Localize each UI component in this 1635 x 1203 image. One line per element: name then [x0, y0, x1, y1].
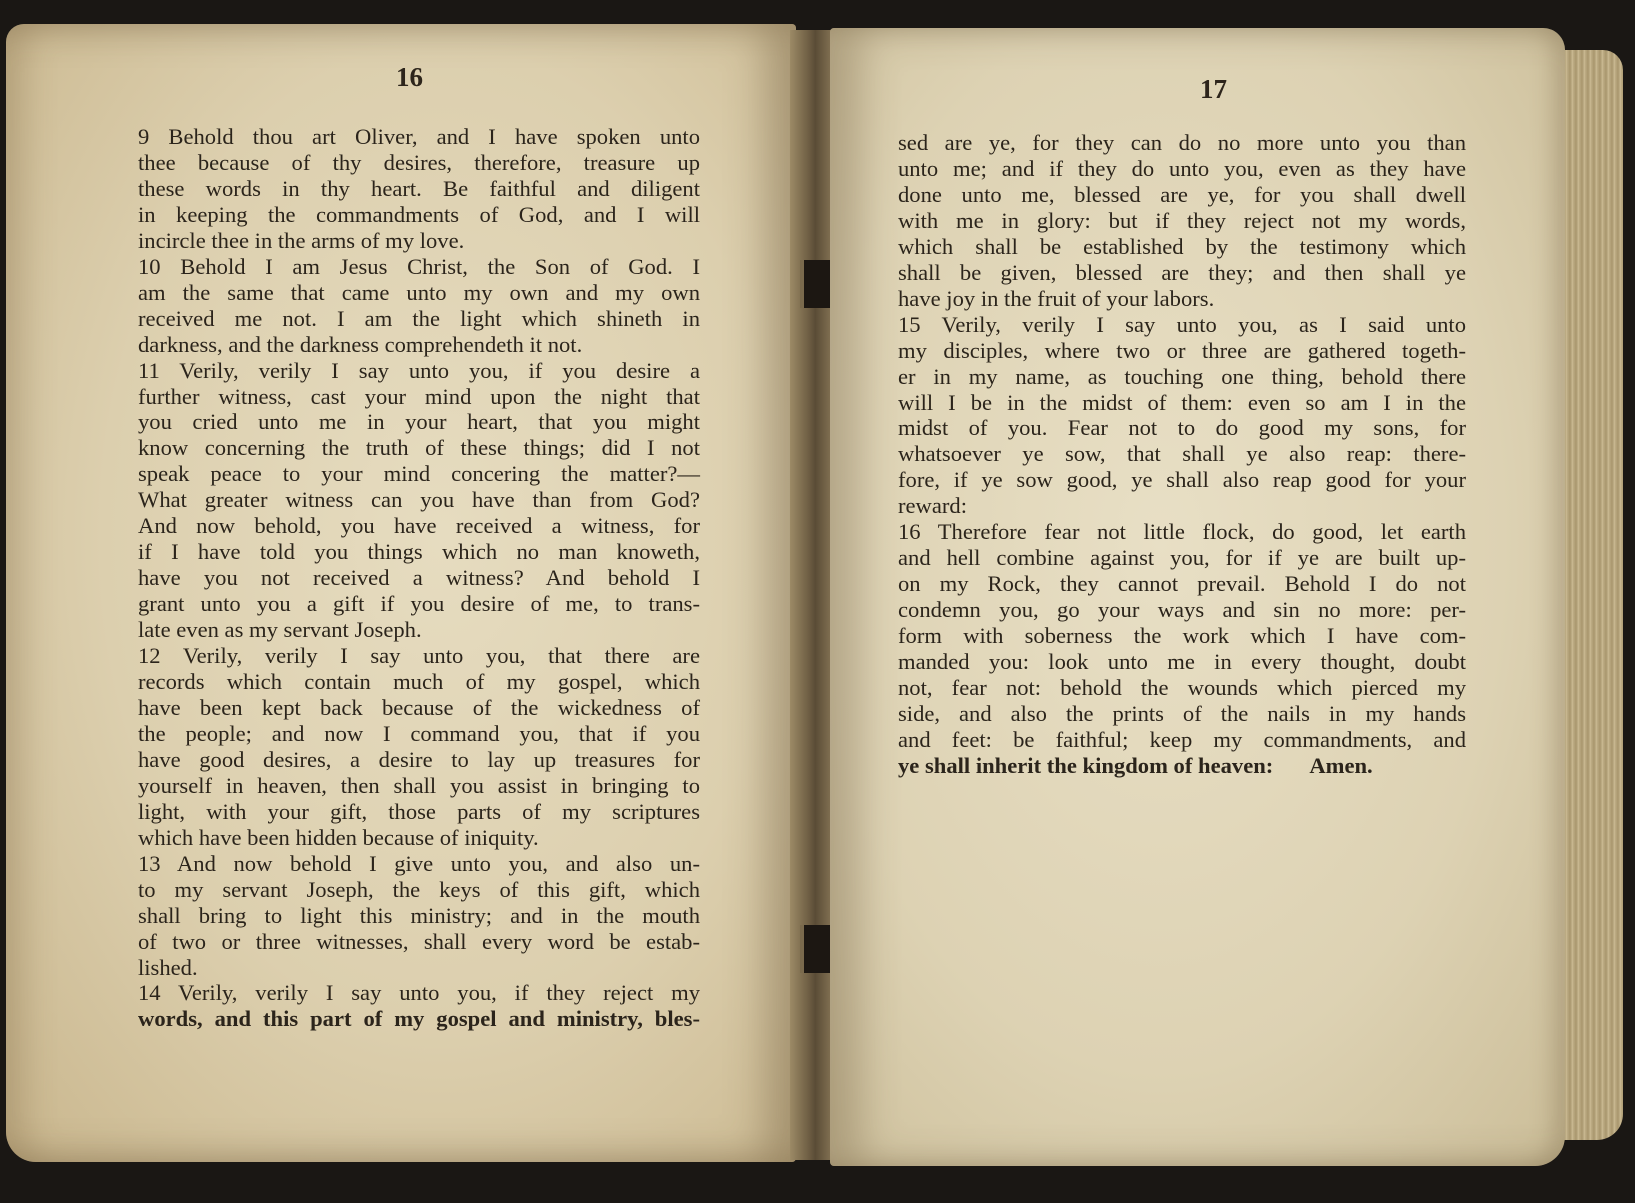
text-line: What greater witness can you have than from God?: [138, 487, 700, 513]
text-line: you cried unto me in your heart, that you might: [138, 409, 700, 435]
text-line: 11 Verily, verily I say unto you, if you desire a: [138, 357, 700, 383]
text-line: 9 Behold thou art Oliver, and I have spoken unto: [138, 124, 700, 149]
closing-line: [898, 753, 1466, 779]
text-line: with me in glory: but if they reject not my words,: [898, 207, 1466, 233]
page-number-left: 16: [396, 62, 423, 92]
text-line: will I be in the midst of them: even so am I in the: [898, 389, 1466, 415]
closing-line-text: ye shall inherit the kingdom of heaven:: [898, 752, 1274, 778]
text-line: records which contain much of my gospel, which: [138, 669, 700, 695]
left-page: [6, 24, 796, 1162]
text-line: my disciples, where two or three are gathered togeth-: [898, 337, 1466, 363]
text-line: manded you: look unto me in every thought, doubt: [898, 649, 1466, 675]
text-line: late even as my servant Joseph.: [138, 617, 422, 643]
text-line: have joy in the fruit of your labors.: [898, 285, 1215, 311]
text-line: whatsoever ye sow, that shall ye also reap: there-: [898, 441, 1466, 467]
text-line: 12 Verily, verily I say unto you, that there are: [138, 643, 700, 669]
text-line: have good desires, a desire to lay up treasures for: [138, 746, 700, 772]
text-line: not, fear not: behold the wounds which pierced my: [898, 675, 1466, 701]
text-line: these words in thy heart. Be faithful and diligent: [138, 175, 700, 201]
text-line: 14 Verily, verily I say unto you, if they reject my: [138, 980, 700, 1006]
text-line: speak peace to your mind concering the matter?—: [138, 461, 700, 487]
page-edges: [1555, 50, 1623, 1140]
text-line: which shall be established by the testimony which: [898, 233, 1466, 259]
text-line: And now behold, you have received a witness, for: [138, 513, 700, 539]
text-line: done unto me, blessed are ye, for you shall dwell: [898, 181, 1466, 207]
text-line: sed are ye, for they can do no more unto you than: [898, 130, 1466, 155]
text-line: which have been hidden because of iniquity.: [138, 824, 539, 850]
text-line: 13 And now behold I give unto you, and also un-: [138, 850, 700, 876]
text-line: words, and this part of my gospel and ministry, bles-: [138, 1006, 700, 1032]
text-line: have been kept back because of the wickedness of: [138, 694, 700, 720]
amen-word: Amen.: [1309, 752, 1373, 778]
text-line: darkness, and the darkness comprehendeth it not.: [138, 331, 583, 357]
text-line: to my servant Joseph, the keys of this gift, which: [138, 876, 700, 902]
page-number-right: 17: [1200, 74, 1227, 104]
text-line: 16 Therefore fear not little flock, do good, let earth: [898, 519, 1466, 545]
text-line: thee because of thy desires, therefore, treasure up: [138, 149, 700, 175]
text-line: grant unto you a gift if you desire of me, to trans-: [138, 591, 700, 617]
text-line: form with soberness the work which I have com-: [898, 623, 1466, 649]
text-line: unto me; and if they do unto you, even as they have: [898, 155, 1466, 181]
binding-stitch: [800, 925, 834, 973]
text-line: if I have told you things which no man knoweth,: [138, 539, 700, 565]
text-line: light, with your gift, those parts of my scriptures: [138, 798, 700, 824]
text-line: side, and also the prints of the nails in my hands: [898, 700, 1466, 726]
text-line: in keeping the commandments of God, and I will: [138, 201, 700, 227]
text-line: 10 Behold I am Jesus Christ, the Son of God. I: [138, 253, 700, 279]
text-line: lished.: [138, 954, 198, 980]
text-line: fore, if ye sow good, ye shall also reap good for your: [898, 467, 1466, 493]
text-line: and hell combine against you, for if ye are built up-: [898, 545, 1466, 571]
binding-stitch: [800, 260, 834, 308]
text-line: reward:: [898, 493, 967, 519]
text-line: am the same that came unto my own and my own: [138, 279, 700, 305]
text-line: condemn you, go your ways and sin no more: per-: [898, 597, 1466, 623]
text-line: shall bring to light this ministry; and in the mouth: [138, 902, 700, 928]
right-page: [830, 28, 1565, 1166]
text-line: have you not received a witness? And behold I: [138, 565, 700, 591]
text-line: shall be given, blessed are they; and then shall ye: [898, 259, 1466, 285]
right-page-text: [898, 130, 1466, 779]
text-line: on my Rock, they cannot prevail. Behold I do not: [898, 571, 1466, 597]
text-line: yourself in heaven, then shall you assist in bringing to: [138, 772, 700, 798]
text-line: midst of you. Fear not to do good my sons, for: [898, 415, 1466, 441]
text-line: further witness, cast your mind upon the night that: [138, 383, 700, 409]
text-line: know concerning the truth of these things; did I not: [138, 435, 700, 461]
text-line: of two or three witnesses, shall every word be estab-: [138, 928, 700, 954]
text-line: the people; and now I command you, that if you: [138, 720, 700, 746]
text-line: received me not. I am the light which shineth in: [138, 305, 700, 331]
left-page-text: [138, 124, 700, 1032]
text-line: er in my name, as touching one thing, behold there: [898, 363, 1466, 389]
text-line: 15 Verily, verily I say unto you, as I said unto: [898, 311, 1466, 337]
text-line: incircle thee in the arms of my love.: [138, 227, 465, 253]
text-line: and feet: be faithful; keep my commandments, and: [898, 726, 1466, 752]
